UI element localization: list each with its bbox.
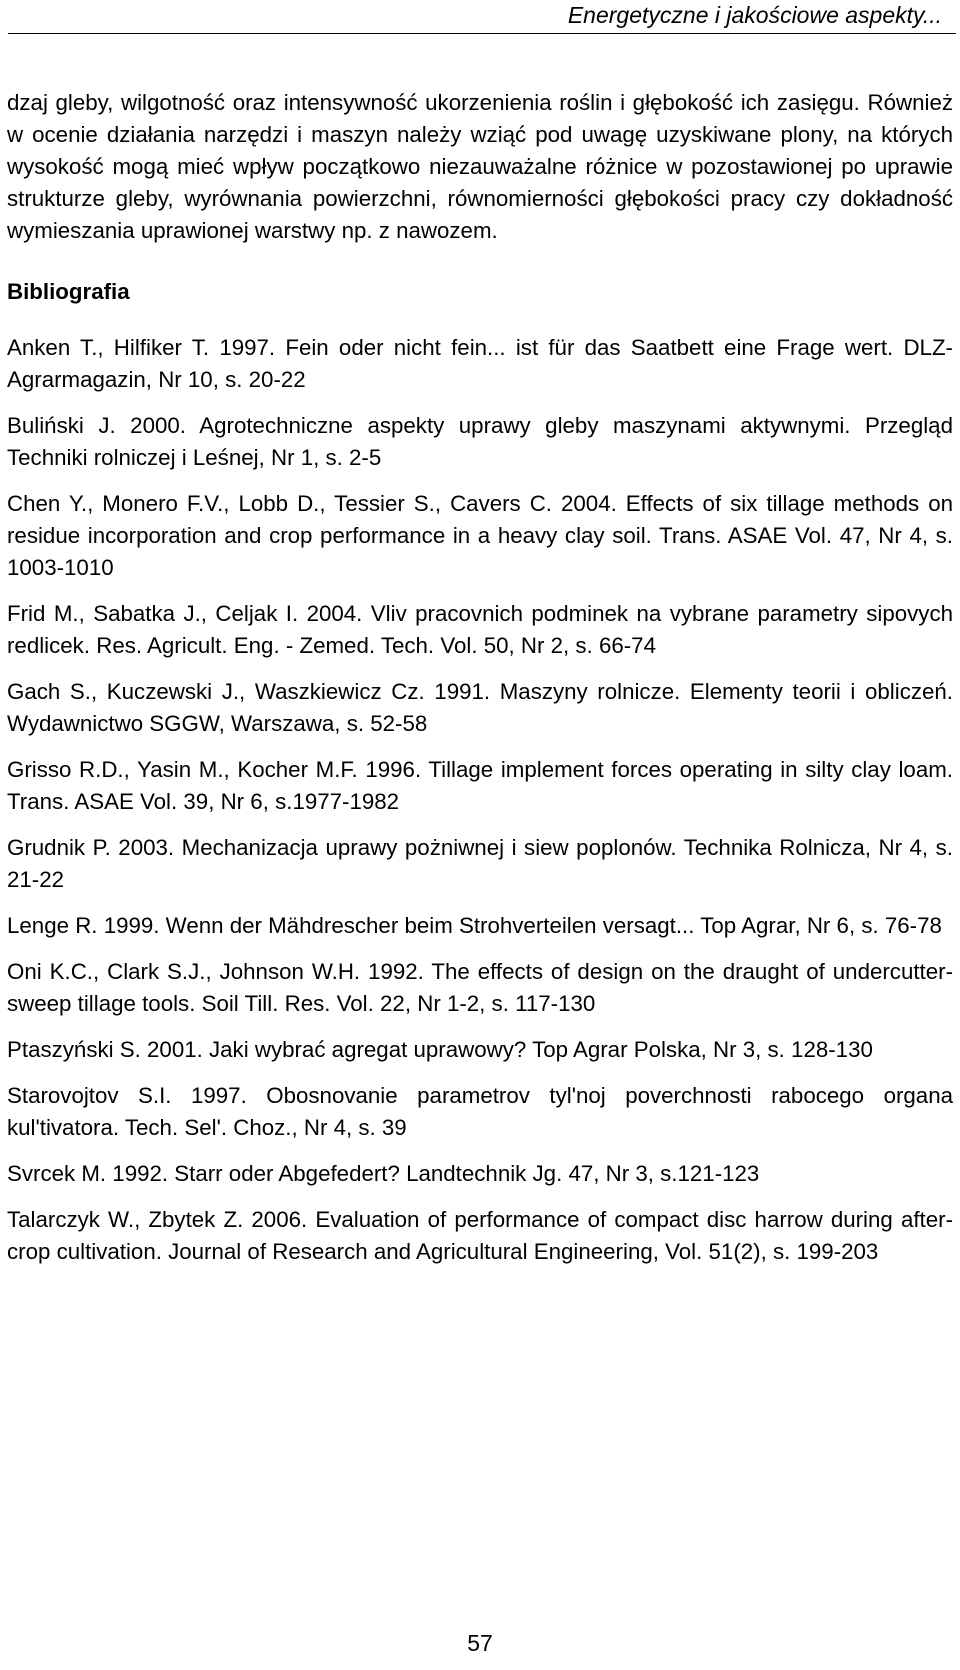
bibliography-list [7,332,953,1268]
bibliography-entry: Anken T., Hilfiker T. 1997. Fein oder nicht fein... ist für das Saatbett eine Frage wert. DLZ-Agrarmagazin, Nr 10, s. 20-22 [7,335,953,392]
intro-paragraph: dzaj gleby, wilgotność oraz intensywność ukorzenienia roślin i głębokość ich zasięgu. Również w ocenie działania narzędzi i maszyn należy wziąć pod uwagę uzyskiwane plony, na których wysokość mogą mieć wpływ początkowo niezauważalne różnice w pozostawionej po uprawie strukturze gleby, wyrównania powierzchni, równomierności głębokości pracy czy dokładność wymieszania uprawionej warstwy np. z nawozem. [7,90,953,243]
bibliography-entry: Svrcek M. 1992. Starr oder Abgefedert? Landtechnik Jg. 47, Nr 3, s.121-123 [7,1161,760,1186]
bibliography-heading: Bibliografia [7,279,130,304]
bibliography-entry: Lenge R. 1999. Wenn der Mähdrescher beim Strohverteilen versagt... Top Agrar, Nr 6, s. 76-78 [7,913,942,938]
bibliography-entry: Gach S., Kuczewski J., Waszkiewicz Cz. 1991. Maszyny rolnicze. Elementy teorii i obliczeń. Wydawnictwo SGGW, Warszawa, s. 52-58 [7,679,953,736]
running-header-title: Energetyczne i jakościowe aspekty... [567,2,942,28]
bibliography-entry: Frid M., Sabatka J., Celjak I. 2004. Vliv pracovnich podminek na vybrane parametry sipovych redlicek. Res. Agricult. Eng. - Zemed. Tech. Vol. 50, Nr 2, s. 66-74 [7,601,953,658]
bibliography-entry: Talarczyk W., Zbytek Z. 2006. Evaluation of performance of compact disc harrow during after-crop cultivation. Journal of Research and Agricultural Engineering, Vol. 51(2), s. 199-203 [7,1207,953,1264]
page-number: 57 [467,1630,493,1656]
bibliography-entry: Buliński J. 2000. Agrotechniczne aspekty uprawy gleby maszynami aktywnymi. Przegląd Techniki rolniczej i Leśnej, Nr 1, s. 2-5 [7,413,953,470]
bibliography-entry: Ptaszyński S. 2001. Jaki wybrać agregat uprawowy? Top Agrar Polska, Nr 3, s. 128-130 [7,1037,873,1062]
running-header [8,0,956,34]
page-content [7,87,953,1282]
bibliography-entry: Grisso R.D., Yasin M., Kocher M.F. 1996. Tillage implement forces operating in silty clay loam. Trans. ASAE Vol. 39, Nr 6, s.1977-1982 [7,757,953,814]
bibliography-entry: Starovojtov S.I. 1997. Obosnovanie parametrov tyl'noj poverchnosti rabocego organa kul'tivatora. Tech. Sel'. Choz., Nr 4, s. 39 [7,1083,953,1140]
bibliography-entry: Grudnik P. 2003. Mechanizacja uprawy pożniwnej i siew poplonów. Technika Rolnicza, Nr 4, s. 21-22 [7,835,953,892]
bibliography-entry: Chen Y., Monero F.V., Lobb D., Tessier S., Cavers C. 2004. Effects of six tillage methods on residue incorporation and crop performance in a heavy clay soil. Trans. ASAE Vol. 47, Nr 4, s. 1003-1010 [7,491,953,580]
bibliography-entry: Oni K.C., Clark S.J., Johnson W.H. 1992. The effects of design on the draught of undercutter-sweep tillage tools. Soil Till. Res. Vol. 22, Nr 1-2, s. 117-130 [7,959,953,1016]
